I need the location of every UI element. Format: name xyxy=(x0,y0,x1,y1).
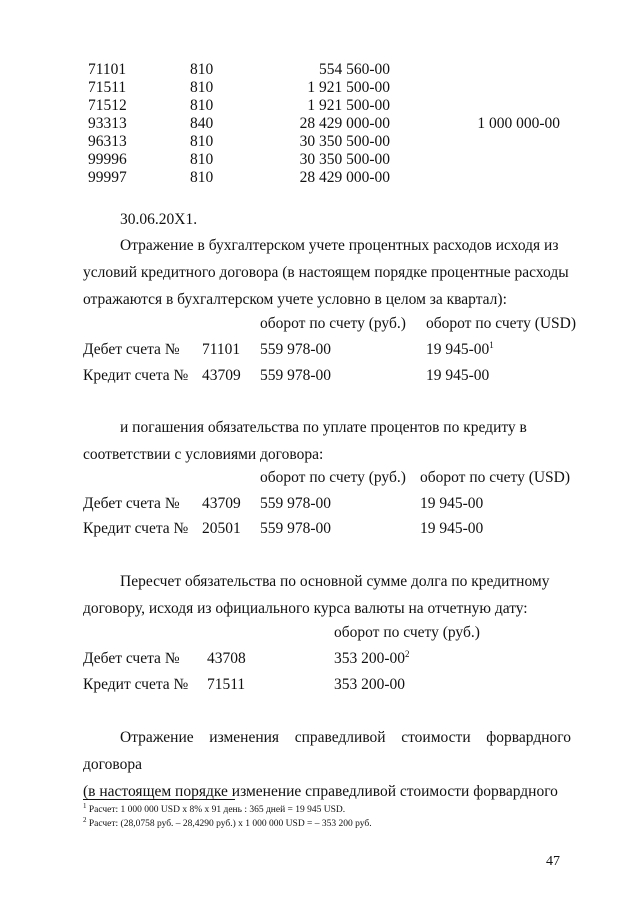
amount: 30 350 500-00 xyxy=(299,151,390,168)
debit-account: 71101 xyxy=(202,341,241,358)
paragraph-line: Отражение в бухгалтерском учете процентных расходов исходя из xyxy=(120,237,559,254)
paragraph-interest-expense xyxy=(83,232,571,313)
paragraph-line: договору, исходя из официального курса валюты на отчетную дату: xyxy=(83,600,528,617)
credit-label: Кредит счета № xyxy=(83,676,189,693)
paragraph-line: соответствии с условиями договора: xyxy=(83,446,324,463)
account-number: 99997 xyxy=(88,169,127,186)
currency-code: 810 xyxy=(190,169,214,186)
currency-code: 810 xyxy=(190,97,214,114)
account-number: 71512 xyxy=(88,97,127,114)
account-number: 71511 xyxy=(88,79,127,96)
extra-amount: 1 000 000-00 xyxy=(477,115,560,132)
currency-code: 810 xyxy=(190,133,214,150)
amount: 28 429 000-00 xyxy=(299,115,390,132)
paragraph-line: Отражение изменения справедливой стоимости форвардного договора xyxy=(83,729,571,773)
entry-date: 30.06.20X1. xyxy=(120,211,198,228)
paragraph-interest-repayment xyxy=(83,414,571,468)
amount: 28 429 000-00 xyxy=(299,169,390,186)
paragraph-line: отражаются в бухгалтерском учете условно в целом за квартал): xyxy=(83,291,507,308)
debit-usd: 19 $945-00^1$ xyxy=(426,339,494,358)
credit-rub: 559 978-00 xyxy=(260,367,332,384)
credit-usd: 19 945-00 xyxy=(420,520,484,537)
debit-account: 43709 xyxy=(202,495,241,512)
credit-rub: 559 978-00 xyxy=(260,520,332,537)
debit-account: 43708 xyxy=(207,650,246,667)
debit-label: Дебет счета № xyxy=(83,650,180,667)
paragraph-line: и погашения обязательства по уплате процентов по кредиту в xyxy=(120,419,527,436)
account-number: 71101 xyxy=(88,61,127,78)
credit-label: Кредит счета № xyxy=(83,520,189,537)
paragraph-revaluation xyxy=(83,568,571,622)
debit-label: Дебет счета № xyxy=(83,341,180,358)
amount: 1 921 500-00 xyxy=(307,79,390,96)
amount: 30 350 500-00 xyxy=(299,133,390,150)
paragraph-forward-fair-value xyxy=(83,724,571,805)
header-rub: оборот по счету (руб.) xyxy=(260,469,406,486)
footnote xyxy=(83,801,346,817)
credit-label: Кредит счета № xyxy=(83,367,189,384)
paragraph-line: условий кредитного договора (в настоящем порядке процентные расходы xyxy=(83,264,569,281)
amount: 554 560-00 xyxy=(318,61,390,78)
footnote-text: Расчет: 1 000 000 USD х 8% х 91 день : 365 дней = 19 945 USD. xyxy=(88,805,346,815)
footnote-ref: 1 xyxy=(489,339,494,350)
header-rub: оборот по счету (руб.) xyxy=(260,315,406,332)
credit-account: 71511 xyxy=(207,676,246,693)
account-number: 96313 xyxy=(88,133,127,150)
footnote-divider xyxy=(83,799,235,800)
account-number: 93313 xyxy=(88,115,127,132)
page-number: 47 xyxy=(546,854,560,869)
amount: 1 921 500-00 xyxy=(307,97,390,114)
footnote-text: Расчет: (28,0758 руб. – 28,4290 руб.) х 1 000 000 USD = – 353 200 руб. xyxy=(88,819,372,829)
header-usd: оборот по счету (USD) xyxy=(420,469,571,486)
debit-usd: 19 945-00 xyxy=(420,495,484,512)
paragraph-line: (в настоящем порядке изменение справедливой стоимости форвардного xyxy=(83,783,558,800)
header-rub: оборот по счету (руб.) xyxy=(334,624,480,641)
currency-code: 810 xyxy=(190,61,214,78)
footnote-number: 1 xyxy=(83,801,87,810)
debit-rub: 559 978-00 xyxy=(260,341,332,358)
debit-label: Дебет счета № xyxy=(83,495,180,512)
credit-usd: 19 945-00 xyxy=(426,367,490,384)
footnote-ref: 2 xyxy=(405,648,410,659)
footnote xyxy=(83,815,372,831)
currency-code: 810 xyxy=(190,151,214,168)
footnote-number: 2 xyxy=(83,815,87,824)
currency-code: 810 xyxy=(190,79,214,96)
currency-code: 840 xyxy=(190,115,214,132)
debit-rub: 353 $200-00^2$ xyxy=(334,648,410,667)
debit-rub: 559 978-00 xyxy=(260,495,332,512)
paragraph-line: Пересчет обязательства по основной сумме долга по кредитному xyxy=(120,573,550,590)
credit-account: 20501 xyxy=(202,520,241,537)
header-usd: оборот по счету (USD) xyxy=(426,315,577,332)
credit-account: 43709 xyxy=(202,367,241,384)
account-number: 99996 xyxy=(88,151,127,168)
credit-rub: 353 200-00 xyxy=(334,676,406,693)
